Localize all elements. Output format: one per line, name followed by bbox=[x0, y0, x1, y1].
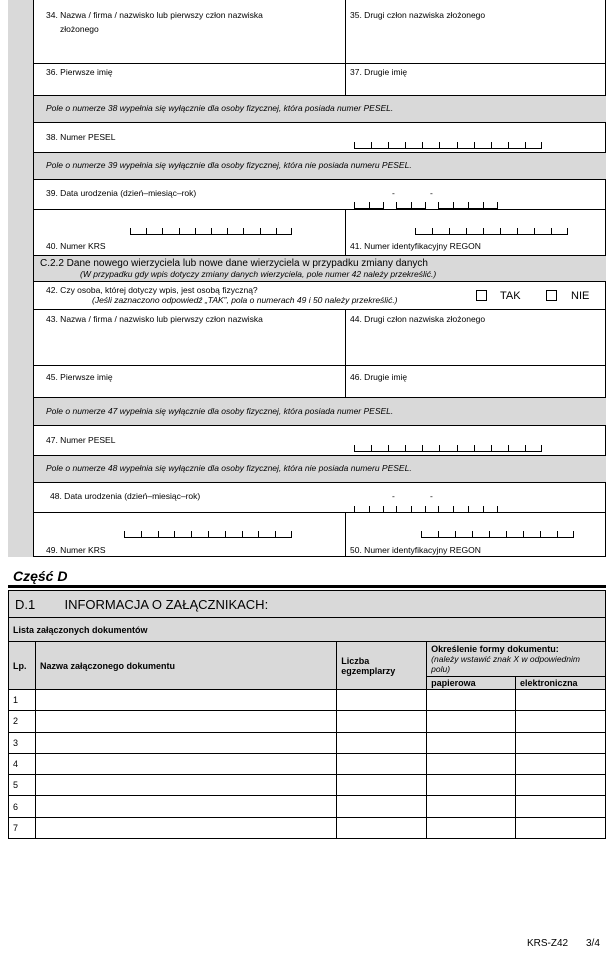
row-number: 1 bbox=[9, 690, 36, 711]
tick-mark bbox=[162, 228, 163, 234]
pesel-47-input[interactable] bbox=[354, 446, 542, 452]
d1-header-row bbox=[9, 591, 606, 618]
tick-mark bbox=[438, 202, 439, 208]
tick-mark bbox=[141, 531, 142, 537]
tick-mark bbox=[508, 445, 509, 451]
row-number: 6 bbox=[9, 796, 36, 817]
part-d-title: Część D bbox=[13, 568, 68, 584]
count-cell[interactable] bbox=[337, 732, 427, 753]
divider bbox=[345, 310, 346, 398]
count-cell[interactable] bbox=[337, 711, 427, 732]
tick-mark bbox=[455, 531, 456, 537]
name-cell[interactable] bbox=[35, 732, 336, 753]
row-number: 3 bbox=[9, 732, 36, 753]
tick-mark bbox=[369, 506, 370, 512]
tick-mark bbox=[432, 228, 433, 234]
field-44-label: 44. Drugi człon nazwiska złożonego bbox=[350, 314, 486, 324]
tak-label: TAK bbox=[500, 290, 521, 302]
date-separator: - bbox=[392, 491, 395, 501]
tick-mark bbox=[191, 531, 192, 537]
paper-cell[interactable] bbox=[427, 711, 516, 732]
tick-mark bbox=[474, 142, 475, 148]
tick-mark bbox=[567, 228, 568, 234]
col-electronic-header: elektroniczna bbox=[516, 677, 606, 690]
d1-code: D.1 bbox=[15, 596, 36, 612]
tick-mark bbox=[438, 531, 439, 537]
note-48: Pole o numerze 48 wypełnia się wyłącznie dla osoby fizycznej, która nie posiada numeru PESEL. bbox=[46, 463, 412, 473]
field-36-label: 36. Pierwsze imię bbox=[46, 67, 113, 77]
field-49-label: 49. Numer KRS bbox=[46, 545, 106, 555]
field-40-label: 40. Numer KRS bbox=[46, 241, 106, 251]
note-47: Pole o numerze 47 wypełnia się wyłącznie dla osoby fizycznej, która posiada numer PESEL. bbox=[46, 406, 394, 416]
table-row bbox=[9, 690, 606, 711]
tick-mark bbox=[439, 142, 440, 148]
date-39-month-input[interactable] bbox=[396, 203, 426, 209]
tick-mark bbox=[489, 531, 490, 537]
tick-mark bbox=[158, 531, 159, 537]
tick-mark bbox=[466, 228, 467, 234]
tick-mark bbox=[243, 228, 244, 234]
tick-mark bbox=[276, 228, 277, 234]
col-form-note: (należy wstawić znak X w odpowiednim polu) bbox=[431, 654, 580, 674]
tick-mark bbox=[483, 202, 484, 208]
field-37-label: 37. Drugie imię bbox=[350, 67, 408, 77]
tick-mark bbox=[405, 445, 406, 451]
tick-mark bbox=[497, 202, 498, 208]
tick-mark bbox=[453, 202, 454, 208]
column-header-row bbox=[9, 642, 606, 677]
date-48-day-input[interactable] bbox=[354, 507, 384, 513]
divider bbox=[345, 513, 346, 557]
electronic-cell[interactable] bbox=[516, 711, 606, 732]
field-46-label: 46. Drugie imię bbox=[350, 372, 408, 382]
field-39-label: 39. Data urodzenia (dzień–miesiąc–rok) bbox=[46, 188, 197, 198]
paper-cell[interactable] bbox=[427, 775, 516, 796]
tick-mark bbox=[425, 202, 426, 208]
form-code: KRS-Z42 bbox=[527, 938, 569, 949]
tick-mark bbox=[195, 228, 196, 234]
tick-mark bbox=[354, 202, 355, 208]
tick-mark bbox=[354, 506, 355, 512]
page-number: 3/4 bbox=[586, 938, 600, 949]
tick-mark bbox=[388, 142, 389, 148]
note-39: Pole o numerze 39 wypełnia się wyłącznie dla osoby fizycznej, która nie posiada numeru PESEL. bbox=[46, 160, 412, 170]
name-cell[interactable] bbox=[35, 690, 336, 711]
date-39-day-input[interactable] bbox=[354, 203, 384, 209]
section-c-gutter bbox=[8, 0, 34, 557]
tick-mark bbox=[497, 506, 498, 512]
tak-checkbox[interactable] bbox=[476, 290, 487, 301]
attachments-table bbox=[8, 590, 606, 839]
row-number: 4 bbox=[9, 753, 36, 774]
count-cell[interactable] bbox=[337, 817, 427, 838]
col-form-header bbox=[427, 642, 606, 677]
electronic-cell[interactable] bbox=[516, 817, 606, 838]
tick-mark bbox=[227, 228, 228, 234]
electronic-cell[interactable] bbox=[516, 775, 606, 796]
field-42-note: (Jeśli zaznaczono odpowiedź „TAK”, pola o numerach 49 i 50 należy przekreślić.) bbox=[92, 295, 398, 305]
tick-mark bbox=[457, 142, 458, 148]
row-number: 5 bbox=[9, 775, 36, 796]
tick-mark bbox=[208, 531, 209, 537]
date-separator: - bbox=[392, 188, 395, 198]
tick-mark bbox=[491, 445, 492, 451]
tick-mark bbox=[534, 228, 535, 234]
field-48-label: 48. Data urodzenia (dzień–miesiąc–rok) bbox=[50, 491, 201, 501]
tick-mark bbox=[258, 531, 259, 537]
table-row bbox=[9, 711, 606, 732]
field-35-label: 35. Drugi człon nazwiska złożonego bbox=[350, 10, 486, 20]
tick-mark bbox=[291, 531, 292, 537]
tick-mark bbox=[422, 445, 423, 451]
krs-40-input[interactable] bbox=[130, 229, 292, 235]
tick-mark bbox=[438, 506, 439, 512]
regon-50-input[interactable] bbox=[421, 532, 574, 538]
tick-mark bbox=[411, 202, 412, 208]
field-43-label: 43. Nazwa / firma / nazwisko lub pierwszy człon nazwiska bbox=[46, 314, 263, 324]
paper-cell[interactable] bbox=[427, 690, 516, 711]
count-cell[interactable] bbox=[337, 796, 427, 817]
list-title: Lista załączonych dokumentów bbox=[9, 618, 606, 642]
col-name-header: Nazwa załączonego dokumentu bbox=[35, 642, 336, 690]
tick-mark bbox=[500, 228, 501, 234]
electronic-cell[interactable] bbox=[516, 796, 606, 817]
count-cell[interactable] bbox=[337, 753, 427, 774]
divider bbox=[345, 210, 346, 256]
date-48-year-input[interactable] bbox=[438, 507, 498, 513]
row-45-46 bbox=[34, 366, 606, 398]
tick-mark bbox=[405, 142, 406, 148]
tick-mark bbox=[425, 506, 426, 512]
tick-mark bbox=[457, 445, 458, 451]
tick-mark bbox=[291, 228, 292, 234]
tick-mark bbox=[211, 228, 212, 234]
tick-mark bbox=[369, 202, 370, 208]
tick-mark bbox=[525, 142, 526, 148]
field-47-label: 47. Numer PESEL bbox=[46, 435, 116, 445]
tick-mark bbox=[541, 445, 542, 451]
date-separator: - bbox=[430, 188, 433, 198]
date-39-year-input[interactable] bbox=[438, 203, 498, 209]
tick-mark bbox=[506, 531, 507, 537]
tick-mark bbox=[421, 531, 422, 537]
tick-mark bbox=[422, 142, 423, 148]
list-title-row bbox=[9, 618, 606, 642]
name-cell[interactable] bbox=[35, 775, 336, 796]
tick-mark bbox=[541, 142, 542, 148]
tick-mark bbox=[468, 506, 469, 512]
tick-mark bbox=[449, 228, 450, 234]
col-form-label: Określenie formy dokumentu: bbox=[431, 644, 559, 654]
tick-mark bbox=[439, 445, 440, 451]
tick-mark bbox=[415, 228, 416, 234]
paper-cell[interactable] bbox=[427, 753, 516, 774]
tick-mark bbox=[483, 506, 484, 512]
tick-mark bbox=[411, 506, 412, 512]
nie-label: NIE bbox=[571, 290, 590, 302]
paper-cell[interactable] bbox=[427, 796, 516, 817]
name-cell[interactable] bbox=[35, 796, 336, 817]
row-number: 2 bbox=[9, 711, 36, 732]
tick-mark bbox=[540, 531, 541, 537]
tick-mark bbox=[124, 531, 125, 537]
col-paper-header: papierowa bbox=[427, 677, 516, 690]
field-50-label: 50. Numer identyfikacyjny REGON bbox=[350, 545, 481, 555]
count-cell[interactable] bbox=[337, 690, 427, 711]
name-cell[interactable] bbox=[35, 711, 336, 732]
electronic-cell[interactable] bbox=[516, 732, 606, 753]
name-cell[interactable] bbox=[35, 817, 336, 838]
tick-mark bbox=[275, 531, 276, 537]
row-36-37 bbox=[34, 64, 606, 96]
pesel-38-input[interactable] bbox=[354, 143, 542, 149]
field-34-label-cont: złożonego bbox=[60, 24, 99, 34]
tick-mark bbox=[525, 445, 526, 451]
electronic-cell[interactable] bbox=[516, 690, 606, 711]
tick-mark bbox=[491, 142, 492, 148]
tick-mark bbox=[396, 202, 397, 208]
tick-mark bbox=[242, 531, 243, 537]
divider bbox=[345, 0, 346, 96]
d1-title: INFORMACJA O ZAŁĄCZNIKACH: bbox=[64, 596, 269, 612]
tick-mark bbox=[225, 531, 226, 537]
tick-mark bbox=[354, 142, 355, 148]
tick-mark bbox=[517, 228, 518, 234]
tick-mark bbox=[396, 506, 397, 512]
date-separator: - bbox=[430, 491, 433, 501]
tick-mark bbox=[551, 228, 552, 234]
table-row bbox=[9, 732, 606, 753]
c22-subtitle: (W przypadku gdy wpis dotyczy zmiany danych wierzyciela, pole numer 42 należy przekreślić.) bbox=[80, 269, 437, 279]
regon-41-input[interactable] bbox=[415, 229, 568, 235]
field-42-label: 42. Czy osoba, której dotyczy wpis, jest osobą fizyczną? bbox=[46, 285, 258, 295]
tick-mark bbox=[472, 531, 473, 537]
note-38: Pole o numerze 38 wypełnia się wyłącznie dla osoby fizycznej, która posiada numer PESEL. bbox=[46, 103, 394, 113]
tick-mark bbox=[354, 445, 355, 451]
tick-mark bbox=[483, 228, 484, 234]
table-row bbox=[9, 796, 606, 817]
name-cell[interactable] bbox=[35, 753, 336, 774]
tick-mark bbox=[179, 228, 180, 234]
tick-mark bbox=[383, 202, 384, 208]
nie-checkbox[interactable] bbox=[546, 290, 557, 301]
tick-mark bbox=[260, 228, 261, 234]
row-number: 7 bbox=[9, 817, 36, 838]
tick-mark bbox=[388, 445, 389, 451]
count-cell[interactable] bbox=[337, 775, 427, 796]
tick-mark bbox=[371, 142, 372, 148]
paper-cell[interactable] bbox=[427, 817, 516, 838]
table-row bbox=[9, 775, 606, 796]
tick-mark bbox=[468, 202, 469, 208]
date-48-month-input[interactable] bbox=[396, 507, 426, 513]
tick-mark bbox=[453, 506, 454, 512]
paper-cell[interactable] bbox=[427, 732, 516, 753]
tick-mark bbox=[174, 531, 175, 537]
col-count-header: Liczba egzemplarzy bbox=[337, 642, 427, 690]
field-34-label: 34. Nazwa / firma / nazwisko lub pierwszy człon nazwiska bbox=[46, 10, 263, 20]
tick-mark bbox=[508, 142, 509, 148]
tick-mark bbox=[474, 445, 475, 451]
table-row bbox=[9, 817, 606, 838]
field-41-label: 41. Numer identyfikacyjny REGON bbox=[350, 241, 481, 251]
table-row bbox=[9, 753, 606, 774]
tick-mark bbox=[146, 228, 147, 234]
tick-mark bbox=[383, 506, 384, 512]
tick-mark bbox=[573, 531, 574, 537]
field-45-label: 45. Pierwsze imię bbox=[46, 372, 113, 382]
field-38-label: 38. Numer PESEL bbox=[46, 132, 116, 142]
col-lp-header: Lp. bbox=[9, 642, 36, 690]
tick-mark bbox=[523, 531, 524, 537]
tick-mark bbox=[130, 228, 131, 234]
part-d-rule bbox=[8, 585, 606, 588]
electronic-cell[interactable] bbox=[516, 753, 606, 774]
tick-mark bbox=[557, 531, 558, 537]
tick-mark bbox=[371, 445, 372, 451]
c22-title: C.2.2 Dane nowego wierzyciela lub nowe dane wierzyciela w przypadku zmiany danych bbox=[40, 258, 428, 269]
krs-49-input[interactable] bbox=[124, 532, 292, 538]
